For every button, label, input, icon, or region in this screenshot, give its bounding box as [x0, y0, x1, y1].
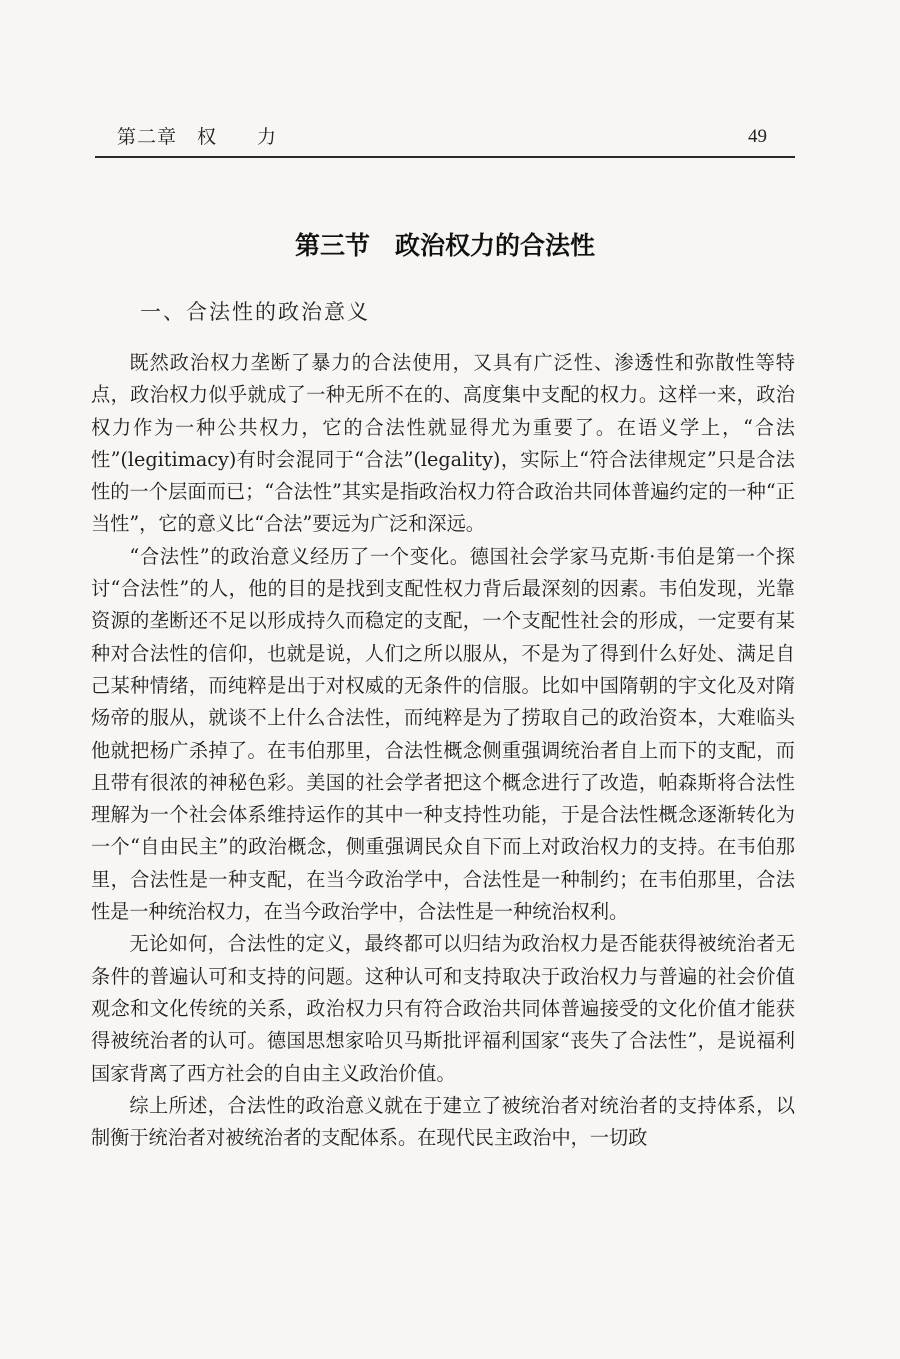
paragraph-1: 既然政治权力垄断了暴力的合法使用，又具有广泛性、渗透性和弥散性等特点，政治权力似乎就成了一种无所不在的、高度集中支配的权力。这样一来，政治权力作为一种公共权力，它的合法性就显得尤为重要了。在语义学上，“合法性”(legitimacy)有时会混同于“合法”(legality)，实际上“符合法律规定”只是合法性的一个层面而已；“合法性”其实是指政治权力符合政治共同体普遍约定的一种“正当性”，它的意义比“合法”要远为广泛和深远。	[91, 351, 795, 536]
subsection-title: 一、合法性的政治意义	[140, 300, 370, 324]
chapter-title: 第二章 权 力	[117, 126, 278, 148]
page-number: 49	[748, 126, 767, 147]
paragraph-2: “合法性”的政治意义经历了一个变化。德国社会学家马克斯·韦伯是第一个探讨“合法性”的人，他的目的是找到支配性权力背后最深刻的因素。韦伯发现，光靠资源的垄断还不足以形成持久而稳定的支配，一个支配性社会的形成，一定要有某种对合法性的信仰，也就是说，人们之所以服从，不是为了得到什么好处、满足自己某种情绪，而纯粹是出于对权威的无条件的信服。比如中国隋朝的宇文化及对隋炀帝的服从，就谈不上什么合法性，而纯粹是为了捞取自己的政治资本，大难临头他就把杨广杀掉了。在韦伯那里，合法性概念侧重强调统治者自上而下的支配，而且带有很浓的神秘色彩。美国的社会学者把这个概念进行了改造，帕森斯将合法性理解为一个社会体系维持运作的其中一种支持性功能，于是合法性概念逐渐转化为一个“自由民主”的政治概念，侧重强调民众自下而上对政治权力的支持。在韦伯那里，合法性是一种支配，在当今政治学中，合法性是一种制约；在韦伯那里，合法性是一种统治权力，在当今政治学中，合法性是一种统治权利。	[91, 544, 795, 924]
section-title: 第三节 政治权力的合法性	[294, 231, 595, 260]
paragraph-3: 无论如何，合法性的定义，最终都可以归结为政治权力是否能获得被统治者无条件的普遍认可和支持的问题。这种认可和支持取决于政治权力与普遍的社会价值观念和文化传统的关系，政治权力只有符合政治共同体普遍接受的文化价值才能获得被统治者的认可。德国思想家哈贝马斯批评福利国家“丧失了合法性”，是说福利国家背离了西方社会的自由主义政治价值。	[91, 932, 795, 1085]
running-head	[95, 118, 795, 158]
paragraph-4: 综上所述，合法性的政治意义就在于建立了被统治者对统治者的支持体系，以制衡于统治者对被统治者的支配体系。在现代民主政治中，一切政	[91, 1093, 795, 1150]
body-text	[91, 347, 795, 1154]
header-rule	[95, 156, 795, 158]
